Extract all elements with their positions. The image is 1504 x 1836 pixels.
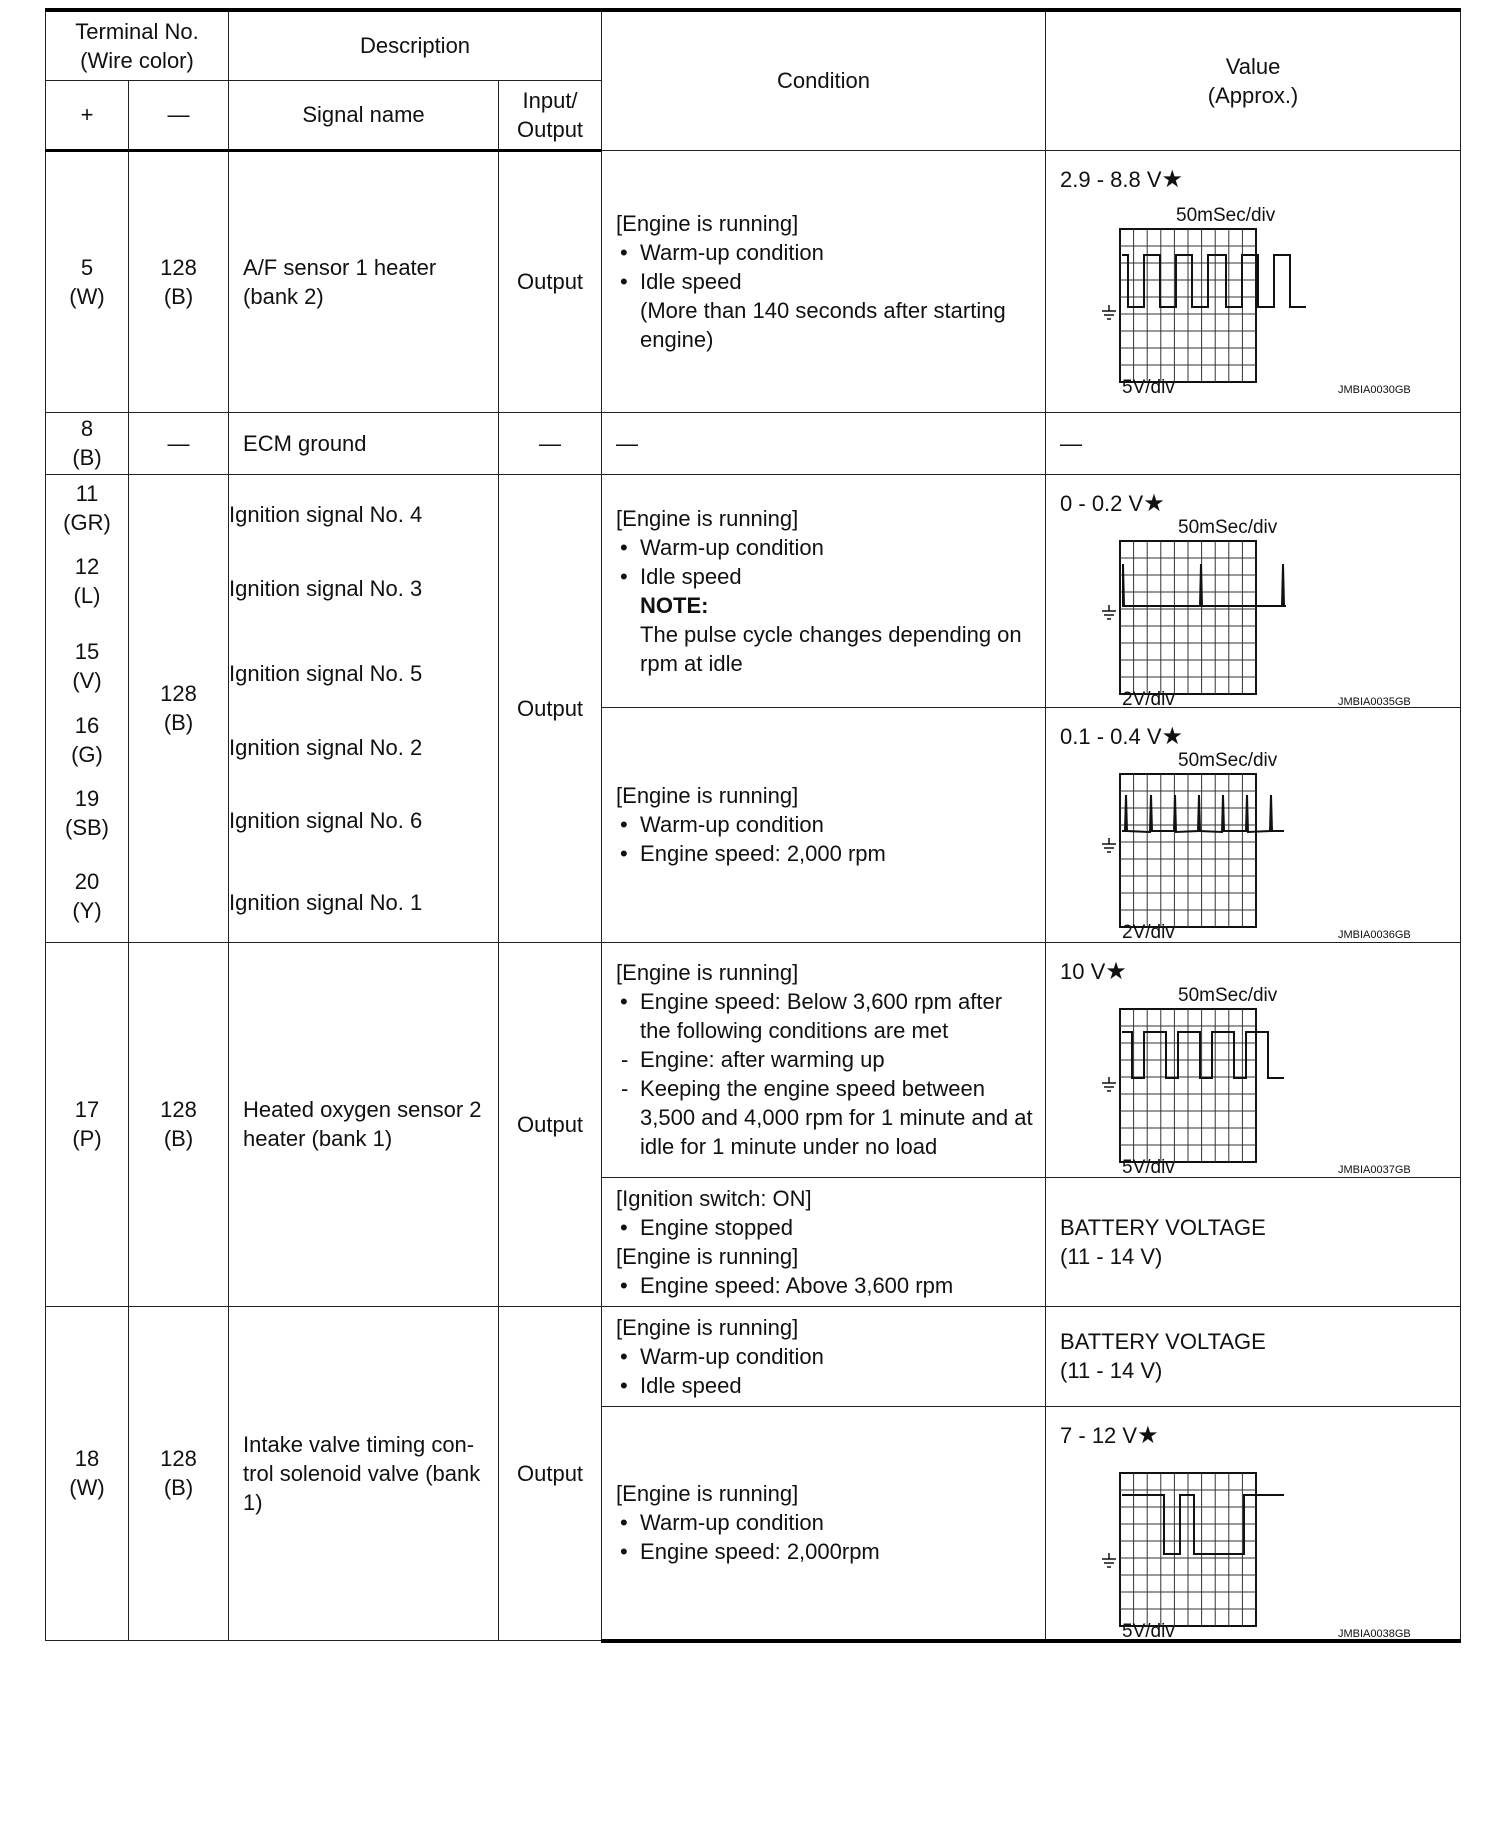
waveform-trace bbox=[1122, 1032, 1284, 1078]
io-value: Output bbox=[499, 942, 602, 1306]
condition-cell bbox=[602, 150, 1046, 412]
oscilloscope-waveform bbox=[1060, 519, 1450, 707]
signal-name: Ignition signal No. 4 bbox=[229, 501, 423, 527]
value-cell bbox=[1046, 942, 1461, 1177]
terminal-minus: 128 (B) bbox=[129, 1306, 229, 1641]
figure-id: JMBIA0037GB bbox=[1338, 1163, 1411, 1176]
condition-cell bbox=[602, 942, 1046, 1177]
condition-cell bbox=[602, 1177, 1046, 1306]
oscilloscope-waveform bbox=[1060, 987, 1450, 1177]
star-icon: ★ bbox=[1161, 165, 1184, 193]
condition-cell bbox=[602, 707, 1046, 942]
ground-symbol bbox=[1102, 838, 1116, 852]
signal-name: Heated oxygen sensor 2 heater (bank 1) bbox=[229, 942, 499, 1306]
condition-list bbox=[616, 1508, 1037, 1566]
condition-list bbox=[616, 1271, 1037, 1300]
signal-name: Ignition signal No. 1 bbox=[229, 890, 423, 915]
condition-item: - Engine: after warming up bbox=[616, 1045, 1037, 1074]
terminal-plus-group bbox=[46, 474, 129, 942]
condition-item: • Engine speed: Below 3,600 rpm after the following conditions are met bbox=[616, 987, 1037, 1045]
terminal-plus: 20 (Y) bbox=[72, 868, 102, 923]
io-value: Output bbox=[499, 150, 602, 412]
condition-item: • Engine stopped bbox=[616, 1213, 1037, 1242]
condition-item: • Warm-up condition bbox=[616, 810, 1037, 839]
value-text: 7 - 12 V bbox=[1060, 1422, 1138, 1448]
header-minus: — bbox=[129, 80, 229, 150]
scope-time-label: 50mSec/div bbox=[1176, 204, 1276, 226]
star-icon: ★ bbox=[1161, 722, 1184, 750]
condition-heading: [Engine is running] bbox=[616, 1314, 799, 1340]
condition-item: • Engine speed: Above 3,600 rpm bbox=[616, 1271, 1037, 1300]
value-text: 10 V bbox=[1060, 958, 1106, 984]
condition-heading: [Engine is running] bbox=[616, 505, 799, 531]
condition-list bbox=[616, 810, 1037, 868]
condition-list bbox=[616, 1342, 1037, 1400]
condition-heading: [Engine is running] bbox=[616, 210, 799, 236]
signal-name: Ignition signal No. 6 bbox=[229, 807, 423, 833]
condition-list bbox=[616, 533, 1037, 591]
value-cell bbox=[1046, 150, 1461, 412]
terminal-plus: 19 (SB) bbox=[65, 786, 109, 840]
ecm-terminal-table bbox=[45, 8, 1461, 1643]
condition-item: • Warm-up condition bbox=[616, 533, 1037, 562]
condition-cell: — bbox=[602, 412, 1046, 474]
condition-item: • Idle speed bbox=[616, 562, 1037, 591]
table-row bbox=[46, 412, 1461, 474]
signal-name: Ignition signal No. 5 bbox=[229, 660, 423, 686]
signal-name: Ignition signal No. 3 bbox=[229, 575, 423, 601]
terminal-plus: 8 (B) bbox=[46, 412, 129, 474]
condition-cell bbox=[602, 474, 1046, 707]
condition-heading: [Engine is running] bbox=[616, 1481, 799, 1506]
value-text: 0.1 - 0.4 V bbox=[1060, 723, 1162, 749]
terminal-minus: 128 (B) bbox=[129, 474, 229, 942]
table-row bbox=[46, 942, 1461, 1177]
condition-item: • Engine speed: 2,000rpm bbox=[616, 1537, 1037, 1566]
signal-name: A/F sensor 1 heater (bank 2) bbox=[229, 150, 499, 412]
table-row bbox=[46, 1306, 1461, 1406]
condition-item: - Keeping the engine speed between 3,500 and 4,000 rpm for 1 minute and at idle for 1 minute under no load bbox=[616, 1074, 1037, 1161]
value-cell: BATTERY VOLTAGE (11 - 14 V) bbox=[1046, 1306, 1461, 1406]
header-signal-name: Signal name bbox=[229, 80, 499, 150]
terminal-plus: 18 (W) bbox=[46, 1306, 129, 1641]
value-cell bbox=[1046, 474, 1461, 707]
terminal-minus: 128 (B) bbox=[129, 942, 229, 1306]
scope-volt-label: 5V/div bbox=[1122, 376, 1175, 398]
condition-item: • Warm-up condition bbox=[616, 1342, 1037, 1371]
io-value: Output bbox=[499, 474, 602, 942]
header-value: Value (Approx.) bbox=[1046, 10, 1461, 150]
signal-name: ECM ground bbox=[229, 412, 499, 474]
terminal-minus: 128 (B) bbox=[129, 150, 229, 412]
io-value: Output bbox=[499, 1306, 602, 1641]
terminal-minus: — bbox=[129, 412, 229, 474]
condition-item: • Warm-up condition bbox=[616, 238, 1037, 267]
ground-symbol bbox=[1102, 305, 1116, 319]
terminal-plus: 16 (G) bbox=[71, 713, 103, 767]
scope-volt-label: 2V/div bbox=[1122, 921, 1175, 942]
condition-cell bbox=[602, 1406, 1046, 1641]
star-icon: ★ bbox=[1137, 1421, 1159, 1449]
io-value: — bbox=[499, 412, 602, 474]
header-description: Description bbox=[229, 10, 602, 80]
condition-item: • Idle speed (More than 140 seconds after starting engine) bbox=[616, 267, 1037, 354]
scope-grid bbox=[1120, 541, 1256, 694]
terminal-plus: 12 (L) bbox=[73, 554, 101, 608]
ground-symbol bbox=[1102, 605, 1116, 619]
waveform-trace bbox=[1122, 795, 1284, 832]
signal-name-group bbox=[229, 474, 499, 942]
value-cell bbox=[1046, 1406, 1461, 1641]
scope-time-label: 50mSec/div bbox=[1178, 986, 1278, 1006]
condition-list bbox=[616, 1213, 1037, 1242]
note-title: NOTE: bbox=[640, 592, 709, 618]
table-row bbox=[46, 474, 1461, 707]
table-row bbox=[46, 150, 1461, 412]
condition-heading: [Engine is running] bbox=[616, 1243, 799, 1269]
figure-id: JMBIA0036GB bbox=[1338, 928, 1411, 941]
ground-symbol bbox=[1102, 1077, 1116, 1091]
oscilloscope-waveform bbox=[1060, 1451, 1450, 1639]
star-icon: ★ bbox=[1143, 489, 1165, 517]
header-plus: + bbox=[46, 80, 129, 150]
condition-heading: [Ignition switch: ON] bbox=[616, 1185, 812, 1211]
figure-id: JMBIA0035GB bbox=[1338, 695, 1411, 707]
ground-symbol bbox=[1102, 1553, 1116, 1567]
value-text: 0 - 0.2 V bbox=[1060, 490, 1144, 516]
condition-item: • Idle speed bbox=[616, 1371, 1037, 1400]
header-io: Input/ Output bbox=[499, 80, 602, 150]
signal-name-list bbox=[229, 475, 498, 936]
note-text: The pulse cycle changes depending on rpm at idle bbox=[640, 621, 1022, 676]
condition-item: • Engine speed: 2,000 rpm bbox=[616, 839, 1037, 868]
oscilloscope-waveform bbox=[1060, 195, 1450, 401]
signal-name: Ignition signal No. 2 bbox=[229, 734, 423, 760]
header-row-1 bbox=[46, 10, 1461, 80]
terminal-plus: 11 (GR) bbox=[63, 480, 111, 535]
condition-list bbox=[616, 987, 1037, 1161]
waveform-trace bbox=[1122, 564, 1286, 606]
condition-heading: [Engine is running] bbox=[616, 960, 799, 985]
terminal-plus: 5 (W) bbox=[46, 150, 129, 412]
terminal-plus: 15 (V) bbox=[72, 639, 102, 693]
terminal-plus-list bbox=[46, 475, 128, 936]
scope-grid bbox=[1120, 229, 1256, 382]
condition-item: • Warm-up condition bbox=[616, 1508, 1037, 1537]
oscilloscope-waveform bbox=[1060, 752, 1450, 942]
scope-time-label: 50mSec/div bbox=[1178, 751, 1278, 771]
scope-volt-label: 5V/div bbox=[1122, 1620, 1175, 1639]
scope-grid bbox=[1120, 774, 1256, 927]
figure-id: JMBIA0038GB bbox=[1338, 1627, 1411, 1639]
value-cell bbox=[1046, 707, 1461, 942]
value-text: 2.9 - 8.8 V bbox=[1060, 166, 1162, 192]
header-condition: Condition bbox=[602, 10, 1046, 150]
condition-heading: [Engine is running] bbox=[616, 783, 799, 808]
value-cell: BATTERY VOLTAGE (11 - 14 V) bbox=[1046, 1177, 1461, 1306]
scope-time-label: 50mSec/div bbox=[1178, 518, 1278, 538]
star-icon: ★ bbox=[1105, 957, 1127, 985]
figure-id: JMBIA0030GB bbox=[1338, 383, 1411, 396]
condition-list bbox=[616, 238, 1037, 354]
scope-volt-label: 2V/div bbox=[1122, 688, 1175, 707]
scope-volt-label: 5V/div bbox=[1122, 1156, 1175, 1177]
header-terminal: Terminal No. (Wire color) bbox=[46, 10, 229, 80]
signal-name: Intake valve timing con- trol solenoid valve (bank 1) bbox=[229, 1306, 499, 1641]
terminal-plus: 17 (P) bbox=[46, 942, 129, 1306]
value-cell: — bbox=[1046, 412, 1461, 474]
condition-cell bbox=[602, 1306, 1046, 1406]
